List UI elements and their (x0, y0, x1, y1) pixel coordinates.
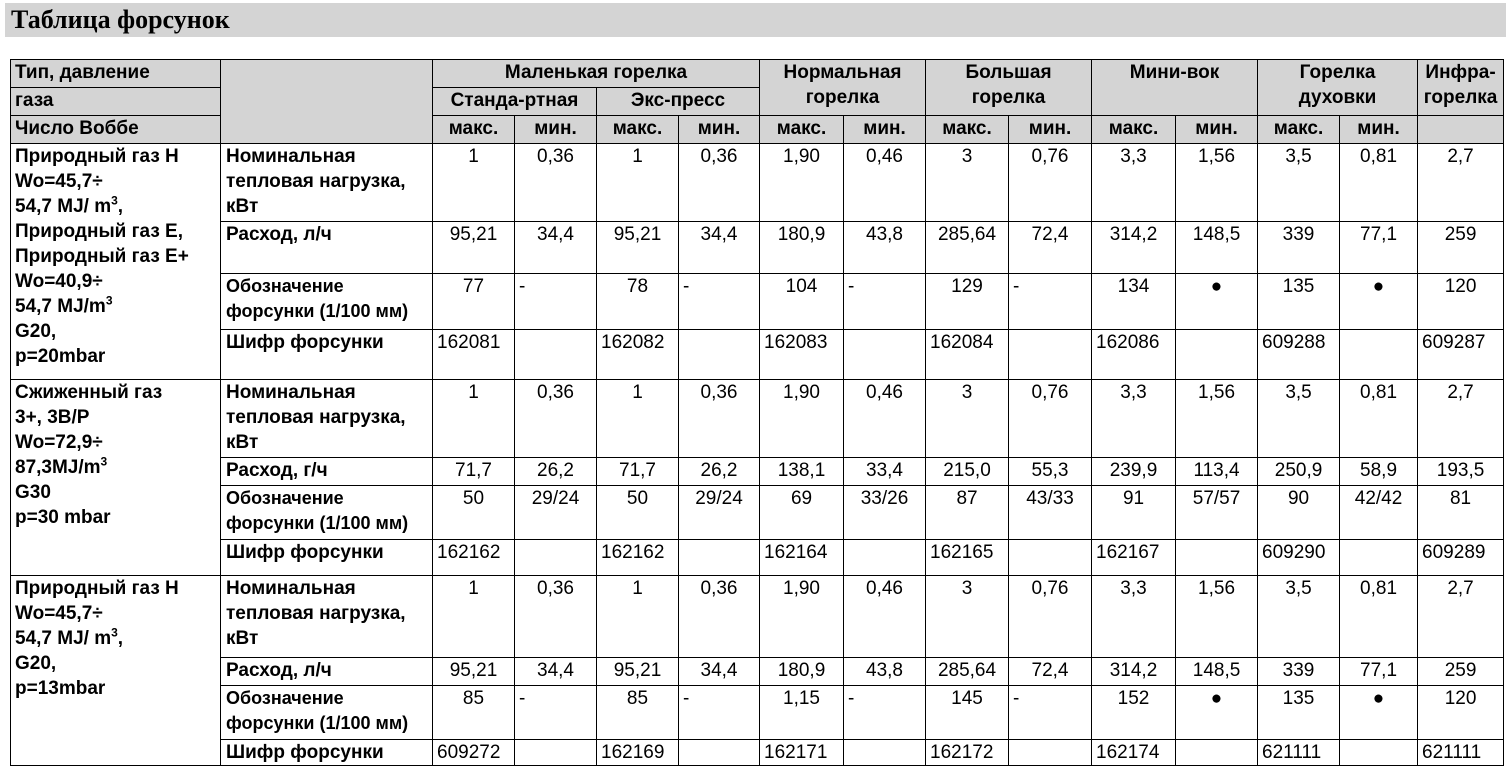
value-cell: 180,9 (760, 658, 844, 686)
value-cell: 71,7 (433, 458, 515, 486)
value-cell: 162086 (1092, 330, 1176, 380)
gas-type-line: 54,7 MJ/ $m^3$, (15, 625, 124, 649)
value-cell: 239,9 (1092, 458, 1176, 486)
value-cell: 285,64 (926, 658, 1009, 686)
value-cell: 180,9 (760, 222, 844, 274)
gas-type-cell (11, 380, 221, 576)
header-max: макс. (926, 116, 1009, 144)
header-min: мин. (679, 116, 760, 144)
superscript-3: 3 (105, 293, 113, 308)
value-cell: 113,4 (1176, 458, 1258, 486)
table-row (11, 222, 1504, 274)
nozzle-table (10, 59, 1504, 766)
value-cell (1009, 330, 1092, 380)
value-cell: 250,9 (1258, 458, 1340, 486)
header-normal-burner: Нормальная горелка (760, 60, 926, 116)
value-cell: 34,4 (679, 222, 760, 274)
header-min: мин. (1009, 116, 1092, 144)
header-min: мин. (844, 116, 926, 144)
value-cell: 2,7 (1418, 576, 1504, 658)
value-cell (1340, 540, 1418, 576)
header-small-burner: Маленькая горелка (433, 60, 760, 88)
header-max: макс. (597, 116, 679, 144)
value-cell: 1,90 (760, 144, 844, 222)
value-cell: - (1009, 686, 1092, 740)
value-cell: 91 (1092, 486, 1176, 540)
header-mini-wok: Мини-вок (1092, 60, 1258, 116)
header-standard: Станда-ртная (433, 88, 597, 116)
value-cell: 78 (597, 274, 679, 330)
value-cell: ● (1176, 274, 1258, 330)
value-cell: 1,90 (760, 380, 844, 458)
value-cell (1009, 740, 1092, 766)
gas-type-line: G20, (15, 653, 57, 674)
value-cell: 339 (1258, 658, 1340, 686)
value-cell: 120 (1418, 686, 1504, 740)
value-cell: 0,36 (679, 576, 760, 658)
param-label: Шифр форсунки (221, 740, 433, 766)
header-large-burner: Большая горелка (926, 60, 1092, 116)
value-cell (1176, 330, 1258, 380)
value-cell (1340, 740, 1418, 766)
value-cell: 609287 (1418, 330, 1504, 380)
param-label: Номинальная тепловая нагрузка, кВт (221, 576, 433, 658)
value-cell (844, 540, 926, 576)
value-cell: 90 (1258, 486, 1340, 540)
value-cell (515, 740, 597, 766)
value-cell: 609290 (1258, 540, 1340, 576)
table-row (11, 486, 1504, 540)
value-cell: 621111 (1258, 740, 1340, 766)
value-cell: 0,76 (1009, 144, 1092, 222)
header-max: макс. (1258, 116, 1340, 144)
table-row (11, 658, 1504, 686)
value-cell: 162081 (433, 330, 515, 380)
value-cell: 0,81 (1340, 144, 1418, 222)
value-cell: 1,90 (760, 576, 844, 658)
value-cell: ● (1176, 686, 1258, 740)
value-cell: 162169 (597, 740, 679, 766)
value-cell: 55,3 (1009, 458, 1092, 486)
gas-type-line: Wo=40,9÷ (15, 271, 103, 292)
value-cell: 69 (760, 486, 844, 540)
value-cell: 85 (433, 686, 515, 740)
param-label: Расход, г/ч (221, 458, 433, 486)
gas-type-line: G20, (15, 321, 57, 342)
value-cell: 162165 (926, 540, 1009, 576)
value-cell: 138,1 (760, 458, 844, 486)
table-row (11, 274, 1504, 330)
value-cell: 2,7 (1418, 380, 1504, 458)
superscript-3: 3 (111, 625, 118, 640)
value-cell: 162084 (926, 330, 1009, 380)
gas-type-line: Природный газ E+ (15, 246, 189, 267)
header-express: Экс-пресс (597, 88, 760, 116)
param-label: Шифр форсунки (221, 330, 433, 380)
value-cell: 3,3 (1092, 144, 1176, 222)
value-cell (679, 330, 760, 380)
value-cell: 71,7 (597, 458, 679, 486)
value-cell: 0,46 (844, 576, 926, 658)
value-cell: 1 (433, 144, 515, 222)
gas-type-line: p=13mbar (15, 678, 106, 699)
table-row (11, 540, 1504, 576)
value-cell: 3 (926, 380, 1009, 458)
value-cell: - (515, 686, 597, 740)
value-cell: 162162 (433, 540, 515, 576)
param-label: Расход, л/ч (221, 658, 433, 686)
header-param-blank (221, 60, 433, 144)
value-cell: 34,4 (515, 222, 597, 274)
table-row (11, 144, 1504, 222)
value-cell: 26,2 (515, 458, 597, 486)
value-cell: - (679, 274, 760, 330)
value-cell: 3 (926, 576, 1009, 658)
gas-type-line: $87,3MJ/m^3$ (15, 454, 108, 478)
value-cell: 58,9 (1340, 458, 1418, 486)
gas-type-line: p=20mbar (15, 346, 106, 367)
value-cell: 33,4 (844, 458, 926, 486)
param-label: Обозначение форсунки (1/100 мм) (221, 486, 433, 540)
header-min: мин. (515, 116, 597, 144)
title-bar (5, 3, 1506, 37)
value-cell: 0,46 (844, 380, 926, 458)
value-cell: 95,21 (433, 658, 515, 686)
header-max: макс. (1092, 116, 1176, 144)
value-cell: 129 (926, 274, 1009, 330)
gas-type-line: Wo=45,7÷ (15, 603, 103, 624)
table-row (11, 576, 1504, 658)
value-cell: 87 (926, 486, 1009, 540)
value-cell: 34,4 (515, 658, 597, 686)
value-cell: 162174 (1092, 740, 1176, 766)
value-cell: 43/33 (1009, 486, 1092, 540)
value-cell: 104 (760, 274, 844, 330)
value-cell: - (844, 686, 926, 740)
value-cell (679, 740, 760, 766)
superscript-3: 3 (100, 454, 108, 469)
value-cell (515, 330, 597, 380)
gas-type-line: 54,7 MJ/ $m^3$, (15, 193, 124, 217)
value-cell: 120 (1418, 274, 1504, 330)
value-cell: 77,1 (1340, 222, 1418, 274)
value-cell (844, 740, 926, 766)
value-cell: 0,81 (1340, 380, 1418, 458)
value-cell: 0,36 (679, 380, 760, 458)
value-cell: 72,4 (1009, 222, 1092, 274)
param-label: Обозначение форсунки (1/100 мм) (221, 686, 433, 740)
value-cell: 609289 (1418, 540, 1504, 576)
value-cell: 50 (597, 486, 679, 540)
value-cell: - (844, 274, 926, 330)
gas-type-line: Сжиженный газ (15, 382, 163, 403)
table-row (11, 740, 1504, 766)
gas-type-line: p=30 mbar (15, 507, 111, 528)
value-cell: - (515, 274, 597, 330)
value-cell: 285,64 (926, 222, 1009, 274)
gas-type-line: 3+, 3B/P (15, 407, 90, 428)
value-cell: 3 (926, 144, 1009, 222)
value-cell: 162172 (926, 740, 1009, 766)
param-label: Расход, л/ч (221, 222, 433, 274)
gas-type-line: G30 (15, 482, 51, 503)
header-min: мин. (1340, 116, 1418, 144)
value-cell (1176, 540, 1258, 576)
value-cell: 1 (597, 144, 679, 222)
gas-type-cell (11, 576, 221, 766)
value-cell: 162171 (760, 740, 844, 766)
value-cell: 0,81 (1340, 576, 1418, 658)
value-cell: 314,2 (1092, 222, 1176, 274)
gas-type-line: Природный газ H (15, 146, 179, 167)
header-oven-burner: Горелка духовки (1258, 60, 1418, 116)
value-cell: 43,8 (844, 658, 926, 686)
param-label: Обозначение форсунки (1/100 мм) (221, 274, 433, 330)
value-cell: 77 (433, 274, 515, 330)
superscript-3: 3 (111, 193, 118, 208)
table-row (11, 458, 1504, 486)
value-cell: 81 (1418, 486, 1504, 540)
value-cell: 135 (1258, 686, 1340, 740)
value-cell: 1,56 (1176, 144, 1258, 222)
value-cell: 215,0 (926, 458, 1009, 486)
value-cell: 95,21 (433, 222, 515, 274)
gas-type-line: Природный газ H (15, 578, 179, 599)
value-cell: - (679, 686, 760, 740)
value-cell (1340, 330, 1418, 380)
value-cell (844, 330, 926, 380)
page-title: Таблица форсунок (11, 5, 230, 34)
value-cell: 0,36 (515, 380, 597, 458)
value-cell: 621111 (1418, 740, 1504, 766)
value-cell: 95,21 (597, 658, 679, 686)
value-cell: 42/42 (1340, 486, 1418, 540)
value-cell: 57/57 (1176, 486, 1258, 540)
value-cell: 33/26 (844, 486, 926, 540)
value-cell: 609272 (433, 740, 515, 766)
value-cell (679, 540, 760, 576)
value-cell: 1,56 (1176, 576, 1258, 658)
value-cell (1009, 540, 1092, 576)
gas-type-line: Природный газ E, (15, 221, 184, 242)
value-cell: 339 (1258, 222, 1340, 274)
header-infra-burner: Инфра-горелка (1418, 60, 1504, 116)
value-cell: 72,4 (1009, 658, 1092, 686)
value-cell: 1,56 (1176, 380, 1258, 458)
value-cell: 1 (433, 576, 515, 658)
table-body (11, 144, 1504, 766)
header-gas-type: Тип, давление (11, 60, 221, 88)
value-cell: 0,36 (515, 576, 597, 658)
value-cell: 0,76 (1009, 576, 1092, 658)
table-row (11, 380, 1504, 458)
value-cell: ● (1340, 274, 1418, 330)
value-cell: 162082 (597, 330, 679, 380)
value-cell: 259 (1418, 222, 1504, 274)
value-cell: 145 (926, 686, 1009, 740)
value-cell: 2,7 (1418, 144, 1504, 222)
gas-type-cell (11, 144, 221, 380)
value-cell: 162164 (760, 540, 844, 576)
value-cell: 3,3 (1092, 576, 1176, 658)
table-row (11, 686, 1504, 740)
value-cell: 3,5 (1258, 144, 1340, 222)
header-infra-blank (1418, 116, 1504, 144)
param-label: Номинальная тепловая нагрузка, кВт (221, 380, 433, 458)
value-cell: 134 (1092, 274, 1176, 330)
value-cell: 148,5 (1176, 658, 1258, 686)
value-cell: 135 (1258, 274, 1340, 330)
value-cell: 50 (433, 486, 515, 540)
value-cell: 162167 (1092, 540, 1176, 576)
value-cell: 29/24 (515, 486, 597, 540)
gas-type-line: 54,7 $MJ/m^3$ (15, 293, 113, 317)
value-cell: 162162 (597, 540, 679, 576)
value-cell: 29/24 (679, 486, 760, 540)
value-cell: 3,5 (1258, 380, 1340, 458)
value-cell: 43,8 (844, 222, 926, 274)
value-cell: 1 (597, 576, 679, 658)
value-cell: 3,5 (1258, 576, 1340, 658)
value-cell: 95,21 (597, 222, 679, 274)
value-cell: 34,4 (679, 658, 760, 686)
value-cell: - (1009, 274, 1092, 330)
value-cell: 26,2 (679, 458, 760, 486)
value-cell: ● (1340, 686, 1418, 740)
value-cell: 1 (597, 380, 679, 458)
gas-type-line: Wo=72,9÷ (15, 432, 103, 453)
value-cell: 314,2 (1092, 658, 1176, 686)
value-cell: 259 (1418, 658, 1504, 686)
value-cell: 1 (433, 380, 515, 458)
value-cell: 0,36 (679, 144, 760, 222)
value-cell: 85 (597, 686, 679, 740)
param-label: Шифр форсунки (221, 540, 433, 576)
value-cell: 148,5 (1176, 222, 1258, 274)
value-cell (1176, 740, 1258, 766)
value-cell: 3,3 (1092, 380, 1176, 458)
header-wobbe: Число Воббе (11, 116, 221, 144)
header-max: макс. (760, 116, 844, 144)
value-cell: 193,5 (1418, 458, 1504, 486)
header-gas-type-2: газа (11, 88, 221, 116)
value-cell: 0,36 (515, 144, 597, 222)
param-label: Номинальная тепловая нагрузка, кВт (221, 144, 433, 222)
value-cell: 77,1 (1340, 658, 1418, 686)
value-cell: 0,46 (844, 144, 926, 222)
value-cell: 0,76 (1009, 380, 1092, 458)
value-cell: 1,15 (760, 686, 844, 740)
value-cell: 162083 (760, 330, 844, 380)
value-cell (515, 540, 597, 576)
header-max: макс. (433, 116, 515, 144)
value-cell: 609288 (1258, 330, 1340, 380)
header-min: мин. (1176, 116, 1258, 144)
value-cell: 152 (1092, 686, 1176, 740)
table-row (11, 330, 1504, 380)
gas-type-line: Wo=45,7÷ (15, 171, 103, 192)
